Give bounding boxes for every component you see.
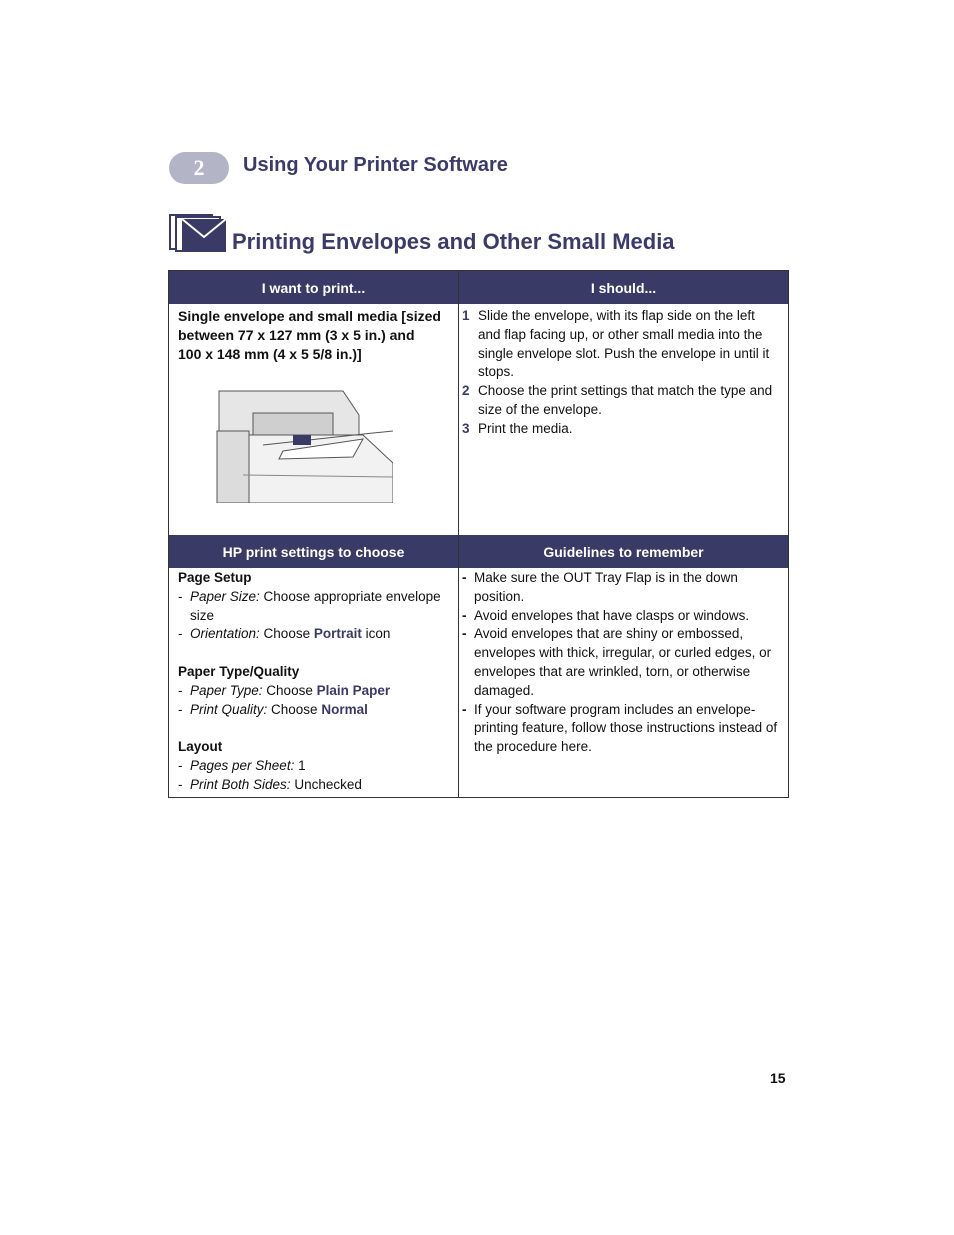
- header-should: I should...: [459, 271, 788, 304]
- steps-list: [462, 307, 780, 439]
- header-guidelines: Guidelines to remember: [459, 535, 788, 568]
- page-number: 15: [770, 1070, 786, 1086]
- list-item: - If your software program includes an envelope-printing feature, follow those instructions instead of the procedure here.: [462, 701, 778, 755]
- list-item: - Print Both Sides: Unchecked: [178, 776, 362, 792]
- list-item: - Avoid envelopes that are shiny or embossed, envelopes with thick, irregular, or curled edges, or envelopes that are wrinkled, torn, or otherwise damaged.: [462, 626, 772, 698]
- list-item: - Paper Type: Choose Plain Paper: [178, 682, 391, 698]
- paper-type-quality-heading: Paper Type/Quality: [178, 663, 300, 679]
- list-item: 2 Choose the print settings that match the type and size of the envelope.: [462, 383, 773, 417]
- list-item: - Make sure the OUT Tray Flap is in the down position.: [462, 570, 738, 604]
- page-setup-heading: Page Setup: [178, 570, 252, 585]
- layout-heading: Layout: [178, 739, 223, 755]
- list-item: - Pages per Sheet: 1: [178, 757, 306, 773]
- list-item: 3 Print the media.: [462, 420, 573, 436]
- envelope-icon: [168, 213, 228, 253]
- guidelines-list: [462, 569, 780, 757]
- header-settings: HP print settings to choose: [169, 535, 458, 568]
- list-item: - Orientation: Choose Portrait icon: [178, 626, 391, 642]
- list-item: 1 Slide the envelope, with its flap side on the left and flap facing up, or other small media into the single envelope slot. Push the envelope in until it stops.: [462, 308, 770, 380]
- media-description: Single envelope and small media [sized between 77 x 127 mm (3 x 5 in.) and 100 x 148 mm (4 x 5 5/8 in.)]: [178, 308, 441, 362]
- header-want: I want to print...: [169, 271, 458, 304]
- list-item: - Paper Size: Choose appropriate envelope size: [178, 588, 441, 623]
- section-title: Printing Envelopes and Other Small Media: [232, 229, 675, 254]
- printer-illustration: [213, 385, 393, 503]
- chapter-number-badge: 2: [169, 152, 229, 184]
- list-item: - Print Quality: Choose Normal: [178, 701, 368, 717]
- instructions-table: [168, 270, 789, 798]
- settings-list: [178, 569, 456, 795]
- list-item: - Avoid envelopes that have clasps or windows.: [462, 607, 750, 623]
- chapter-title: Using Your Printer Software: [243, 154, 508, 176]
